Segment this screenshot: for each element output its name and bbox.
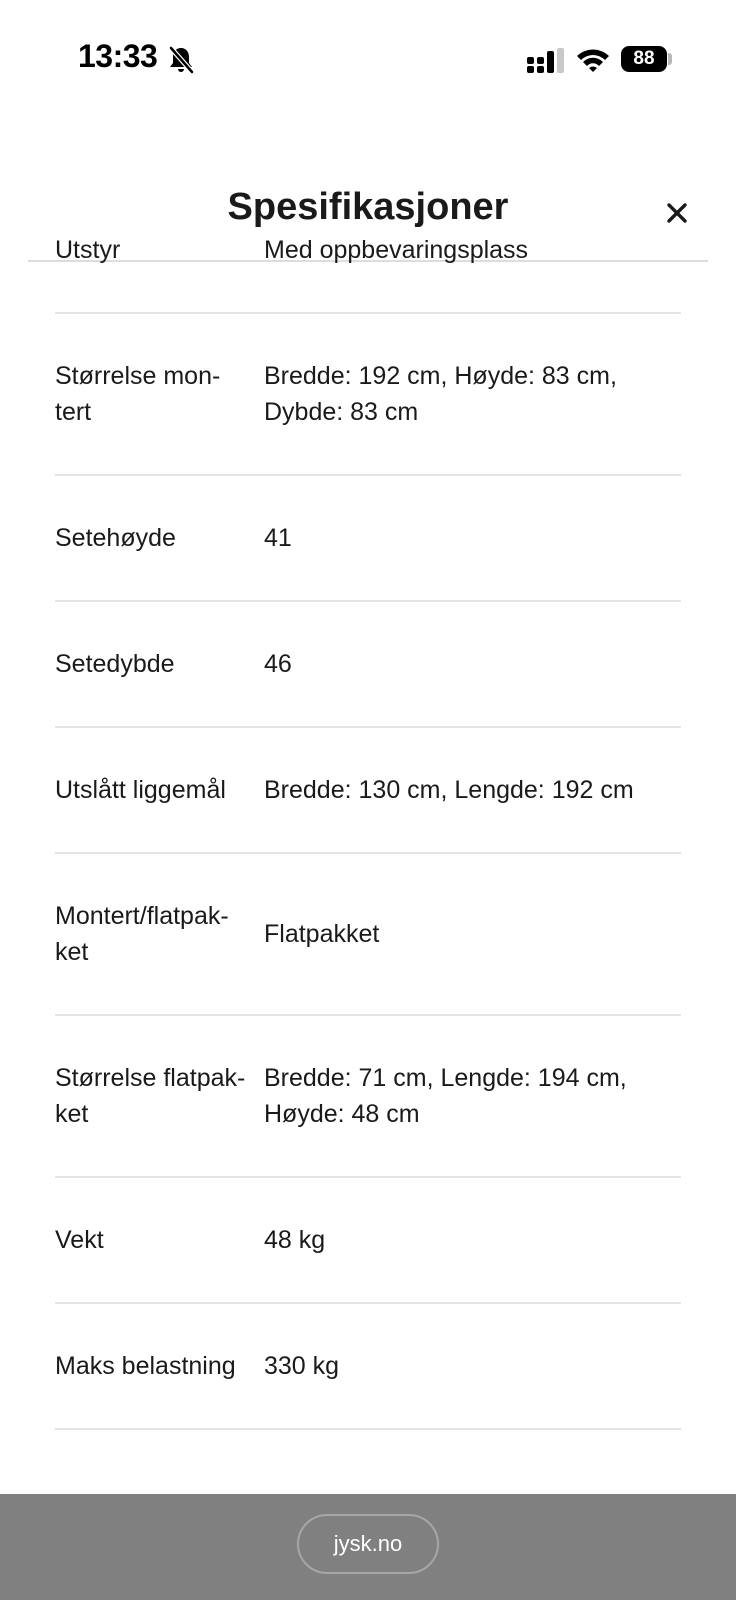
spec-row	[55, 476, 681, 602]
spec-row	[55, 1304, 681, 1430]
spec-value: 46	[264, 650, 292, 678]
spec-label: Størrelse flatpak- ket	[55, 1064, 246, 1128]
spec-value: Bredde: 130 cm, Lengde: 192 cm	[264, 776, 634, 804]
spec-list	[0, 188, 736, 1430]
url-bar[interactable]: jysk.no	[297, 1514, 439, 1574]
spec-value: Flatpakket	[264, 920, 380, 948]
wifi-icon	[575, 46, 611, 74]
battery-tip	[668, 53, 672, 65]
spec-value: 330 kg	[264, 1352, 340, 1380]
modal-title: Spesifikasjoner	[227, 186, 509, 228]
signal-icon	[527, 48, 565, 74]
spec-value: 41	[264, 524, 292, 552]
spec-label: Utstyr	[55, 236, 121, 264]
spec-row	[55, 1016, 681, 1178]
battery-level: 88	[633, 48, 655, 69]
spec-row	[55, 854, 681, 1016]
spec-row	[55, 602, 681, 728]
bell-off-icon	[168, 46, 194, 74]
spec-label: Maks belastning	[55, 1352, 236, 1380]
spec-row	[55, 1178, 681, 1304]
spec-label: Vekt	[55, 1226, 104, 1254]
spec-value: Bredde: 192 cm, Høyde: 83 cm, Dybde: 83 cm	[264, 362, 617, 426]
status-time: 13:33	[78, 38, 158, 74]
spec-row	[55, 314, 681, 476]
browser-bottom-bar	[0, 1494, 736, 1600]
spec-list-viewport[interactable]	[0, 236, 736, 1494]
spec-label: Montert/flatpak- ket	[55, 902, 229, 966]
spec-value: 48 kg	[264, 1226, 326, 1254]
spec-label: Setehøyde	[55, 524, 176, 552]
spec-label: Utslått liggemål	[55, 776, 226, 804]
battery-icon	[621, 46, 667, 72]
spec-row	[55, 188, 681, 314]
spec-value: Med oppbevaringsplass	[264, 236, 529, 264]
spec-label: Setedybde	[55, 650, 175, 678]
spec-value: Bredde: 71 cm, Lengde: 194 cm, Høyde: 48 cm	[264, 1064, 627, 1128]
spec-row	[55, 728, 681, 854]
spec-label: Størrelse mon- tert	[55, 362, 221, 426]
status-bar	[0, 0, 736, 120]
